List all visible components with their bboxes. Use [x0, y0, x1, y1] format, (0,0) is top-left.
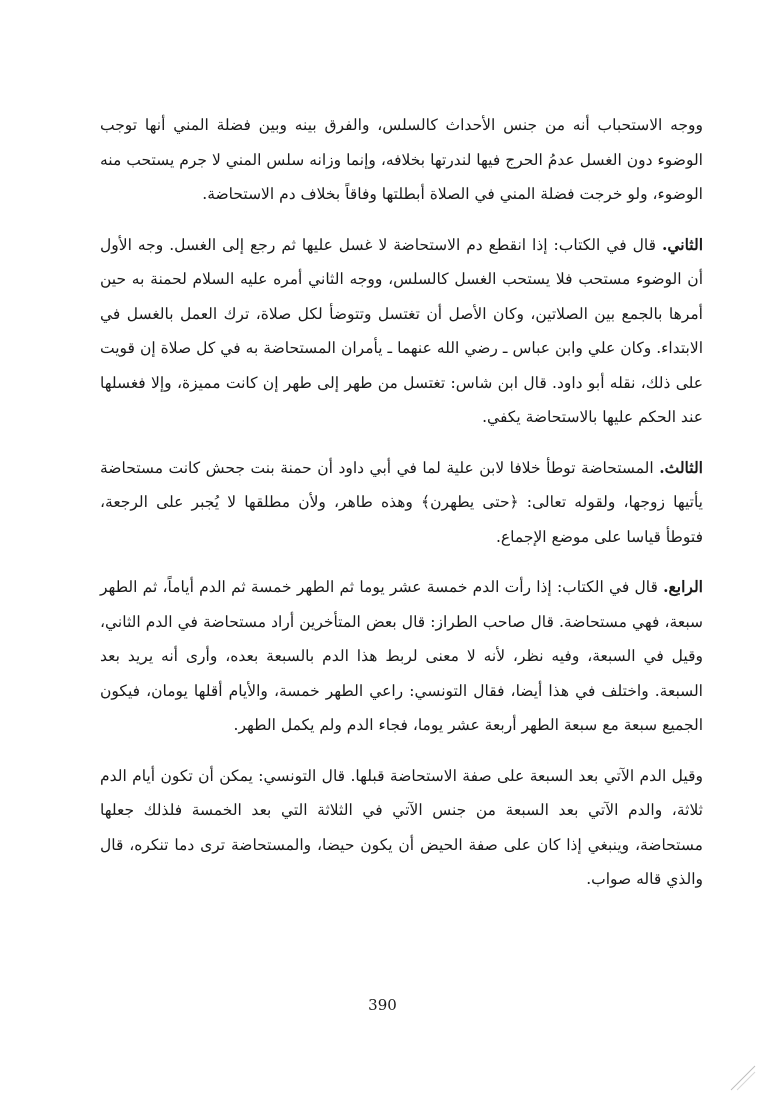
paragraph-text: ووجه الاستحباب أنه من جنس الأحداث كالسلس، والفرق بينه وبين فضلة المني أنها توجب الوضوء دون الغسل عدمُ الحرج فيها لندرتها بخلافه، وإنما وزانه سلس المني لا جرم يستحب منه الوضوء، ولو خرجت فضلة المني في الصلاة أبطلتها وفاقاً بخلاف دم الاستحاضة.	[100, 116, 703, 203]
paragraph-text: وقيل الدم الآتي بعد السبعة على صفة الاستحاضة قبلها. قال التونسي: يمكن أن تكون أيام الدم ثلاثة، والدم الآتي بعد السبعة من جنس الآتي في الثلاثة التي بعد الخمسة فلذلك جعلها مستحاضة، وينبغي إذا كان على صفة الحيض أن يكون حيضا، والمستحاضة ترى دما تنكره، قال والذي قاله صواب.	[100, 766, 704, 888]
page-number: 390	[368, 996, 397, 1014]
paragraph-lead: الثاني.	[661, 234, 703, 254]
paragraph-5	[100, 759, 703, 897]
paragraph-1	[100, 108, 703, 212]
paragraph-lead: الثالث.	[659, 457, 703, 477]
paragraph-text: قال في الكتاب: إذا انقطع دم الاستحاضة لا غسل عليها ثم رجع إلى الغسل. وجه الأول أن الوضوء مستحب فلا يستحب الغسل كالسلس، ووجه الثاني أمره عليه السلام لحمنة به حين أمرها بالجمع بين الصلاتين، وكان الأصل أن تغتسل وتتوضأ لكل صلاة، ترك العمل بالغسل في الابتداء. وكان علي وابن عباس ـ رضي الله عنهما ـ يأمران المستحاضة به في كل صلاة إن قويت على ذلك، نقله أبو داود. قال ابن شاس: تغتسل من طهر إلى طهر إن كانت مميزة، وإلا فغسلها عند الحكم عليها بالاستحاضة يكفي.	[100, 235, 703, 426]
paragraph-4	[100, 570, 703, 743]
paragraph-2	[100, 228, 703, 435]
page-corner-mark	[727, 1062, 757, 1092]
paragraph-text: المستحاضة توطأ خلافا لابن علية لما في أبي داود أن حمنة بنت جحش كانت مستحاضة يأتيها زوجها، ولقوله تعالى: ﴿حتى يطهرن﴾ وهذه طاهر، ولأن مطلقها لا يُجبر على الرجعة، فتوطأ قياسا على موضع الإجماع.	[100, 458, 703, 546]
paragraph-lead: الرابع.	[663, 577, 703, 596]
body-text	[100, 108, 703, 897]
paragraph-text: قال في الكتاب: إذا رأت الدم خمسة عشر يوما ثم الطهر خمسة ثم الدم أياماً، ثم الطهر سبعة، فهي مستحاضة. قال صاحب الطراز: قال بعض المتأخرين أراد مستحاضة في الدم الثاني، وقيل في السبعة، وفيه نظر، لأنه لا معنى لربط هذا الدم بالسبعة بعده، وأرى أنه يريد بعد السبعة. واختلف في هذا أيضا، فقال التونسي: راعي الطهر خمسة، والأيام أقلها يومان، فيكون الجميع سبعة مع سبعة الطهر أربعة عشر يوما، فجاء الدم ولم يكمل الطهر.	[100, 578, 703, 734]
paragraph-3	[100, 451, 703, 555]
